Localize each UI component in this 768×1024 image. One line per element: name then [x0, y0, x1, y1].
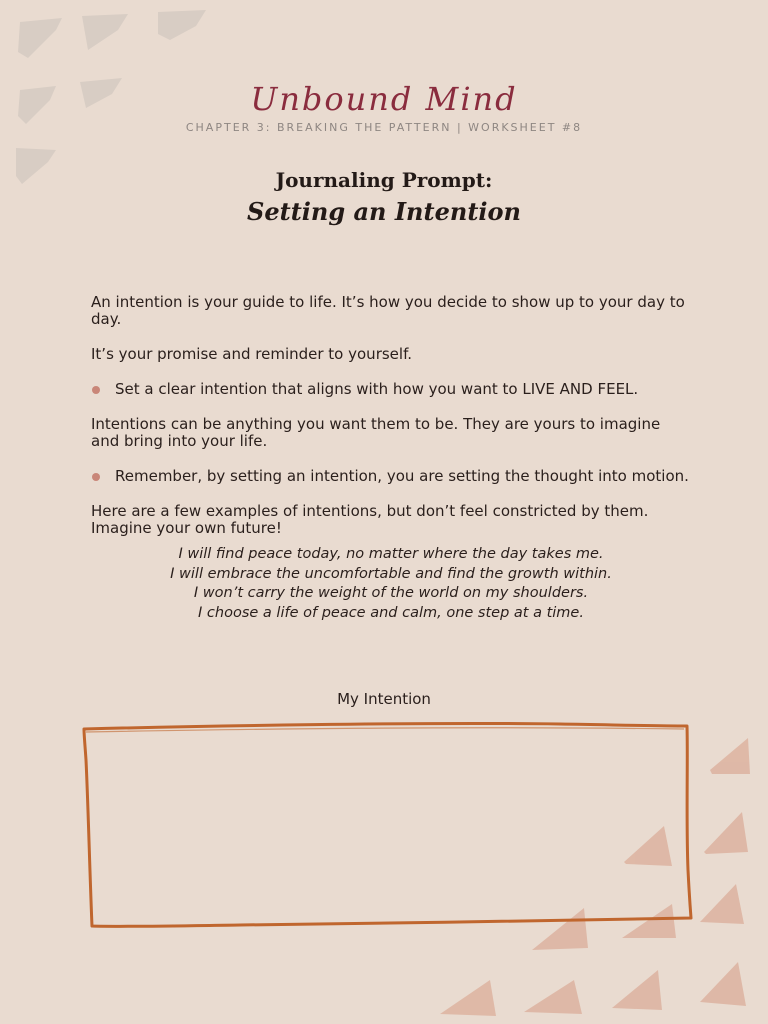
prompt-label: Journaling Prompt:	[275, 168, 493, 192]
deco-triangle	[82, 14, 128, 50]
page-title: Setting an Intention	[247, 197, 521, 226]
intro-paragraph: An intention is your guide to life. It’s how you decide to show up to your day to day.	[91, 293, 685, 328]
intention-input[interactable]	[92, 734, 686, 924]
deco-triangle	[700, 962, 746, 1006]
example-line: I will find peace today, no matter where the day takes me.	[178, 546, 604, 562]
examples-intro-paragraph: Here are a few examples of intentions, but don’t feel constricted by them. Imagine your own future!	[91, 502, 649, 537]
example-line: I won’t carry the weight of the world on my shoulders.	[193, 585, 589, 601]
example-line: I will embrace the uncomfortable and find the growth within.	[170, 565, 612, 582]
bullet-dot-icon	[92, 386, 100, 394]
deco-triangle	[158, 10, 206, 40]
deco-triangle	[440, 980, 496, 1016]
bullet-text: Set a clear intention that aligns with how you want to LIVE AND FEEL.	[115, 380, 639, 398]
deco-triangle	[612, 970, 662, 1010]
my-intention-label: My Intention	[337, 690, 431, 708]
promise-paragraph: It’s your promise and reminder to yourself.	[91, 345, 413, 363]
worksheet-body	[91, 294, 691, 623]
deco-triangle	[710, 738, 750, 774]
deco-triangle	[18, 18, 62, 58]
bullet-text: Remember, by setting an intention, you are setting the thought into motion.	[115, 467, 689, 485]
worksheet-subtitle: CHAPTER 3: BREAKING THE PATTERN | WORKSHEET #8	[185, 121, 583, 134]
deco-triangle	[700, 884, 744, 924]
bullet-item	[91, 468, 691, 485]
brand-logo: Unbound Mind	[250, 80, 518, 118]
deco-triangle	[704, 812, 748, 854]
bullet-item	[91, 381, 691, 398]
bullet-dot-icon	[92, 473, 100, 481]
deco-triangle	[524, 980, 582, 1014]
intentions-paragraph: Intentions can be anything you want them to be. They are yours to imagine and bring into your life.	[91, 415, 661, 450]
intention-examples	[91, 545, 691, 623]
example-line: I choose a life of peace and calm, one step at a time.	[198, 604, 584, 621]
